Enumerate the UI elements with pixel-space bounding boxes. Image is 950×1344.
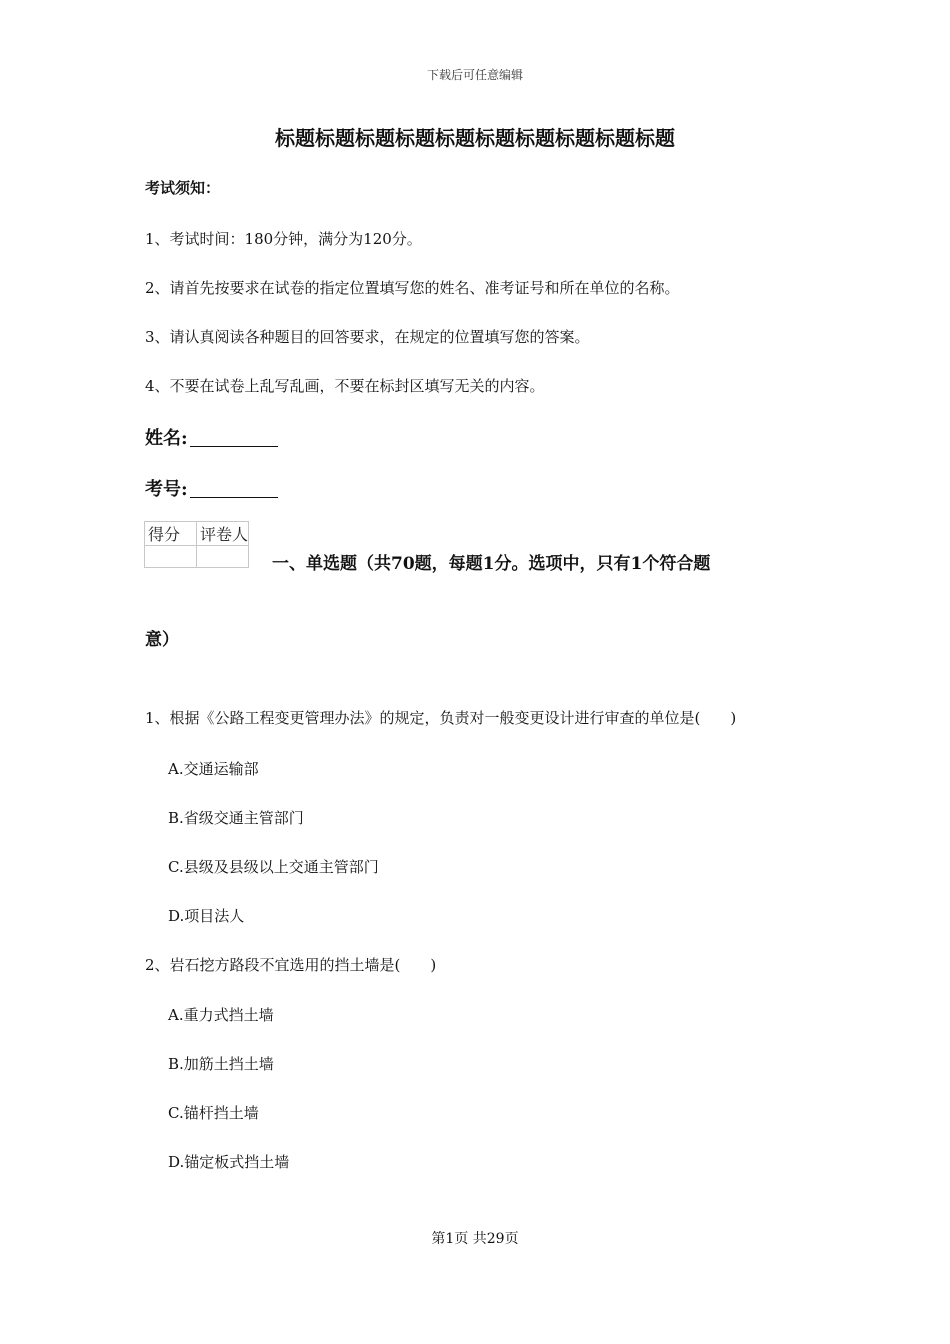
score-cell[interactable] — [145, 546, 197, 568]
notice-heading: 考试须知： — [145, 179, 221, 197]
document-title: 标题标题标题标题标题标题标题标题标题标题 — [275, 126, 675, 150]
grader-cell[interactable] — [197, 546, 249, 568]
page-footer: 第1页 共29页 — [431, 1231, 519, 1247]
rule-item: 2、请首先按要求在试卷的指定位置填写您的姓名、准考证号和所在单位的名称。 — [145, 279, 680, 297]
section-heading: 一、单选题（共70题，每题1分。选项中，只有1个符合题 — [272, 554, 711, 574]
question-stem: 2、岩石挖方路段不宜选用的挡土墙是( ) — [145, 956, 437, 974]
exam-number-blank[interactable] — [190, 479, 278, 498]
exam-number-field[interactable] — [145, 475, 278, 501]
rule-item: 1、考试时间：180分钟，满分为120分。 — [145, 230, 422, 248]
rule-item: 3、请认真阅读各种题目的回答要求，在规定的位置填写您的答案。 — [145, 328, 590, 346]
rule-item: 4、不要在试卷上乱写乱画，不要在标封区填写无关的内容。 — [145, 377, 545, 395]
question-option[interactable]: A.交通运输部 — [168, 760, 259, 778]
question-option[interactable]: B.加筋土挡土墙 — [168, 1055, 274, 1073]
header-note: 下载后可任意编辑 — [426, 68, 523, 82]
question-stem: 1、根据《公路工程变更管理办法》的规定，负责对一般变更设计进行审查的单位是( ) — [145, 709, 737, 727]
question-option[interactable]: A.重力式挡土墙 — [168, 1006, 274, 1024]
question-option[interactable]: C.县级及县级以上交通主管部门 — [168, 858, 379, 876]
question-option[interactable]: C.锚杆挡土墙 — [168, 1104, 259, 1122]
name-label: 姓名: — [145, 428, 188, 449]
grader-header: 评卷人 — [197, 522, 249, 546]
section-heading-continued: 意） — [145, 630, 179, 650]
score-header: 得分 — [145, 522, 197, 546]
question-option[interactable]: D.锚定板式挡土墙 — [168, 1153, 290, 1171]
question-option[interactable]: B.省级交通主管部门 — [168, 809, 304, 827]
name-field[interactable] — [145, 424, 278, 450]
question-option[interactable]: D.项目法人 — [168, 907, 245, 925]
score-table — [144, 521, 249, 568]
name-blank[interactable] — [190, 428, 278, 447]
exam-number-label: 考号: — [145, 479, 188, 500]
